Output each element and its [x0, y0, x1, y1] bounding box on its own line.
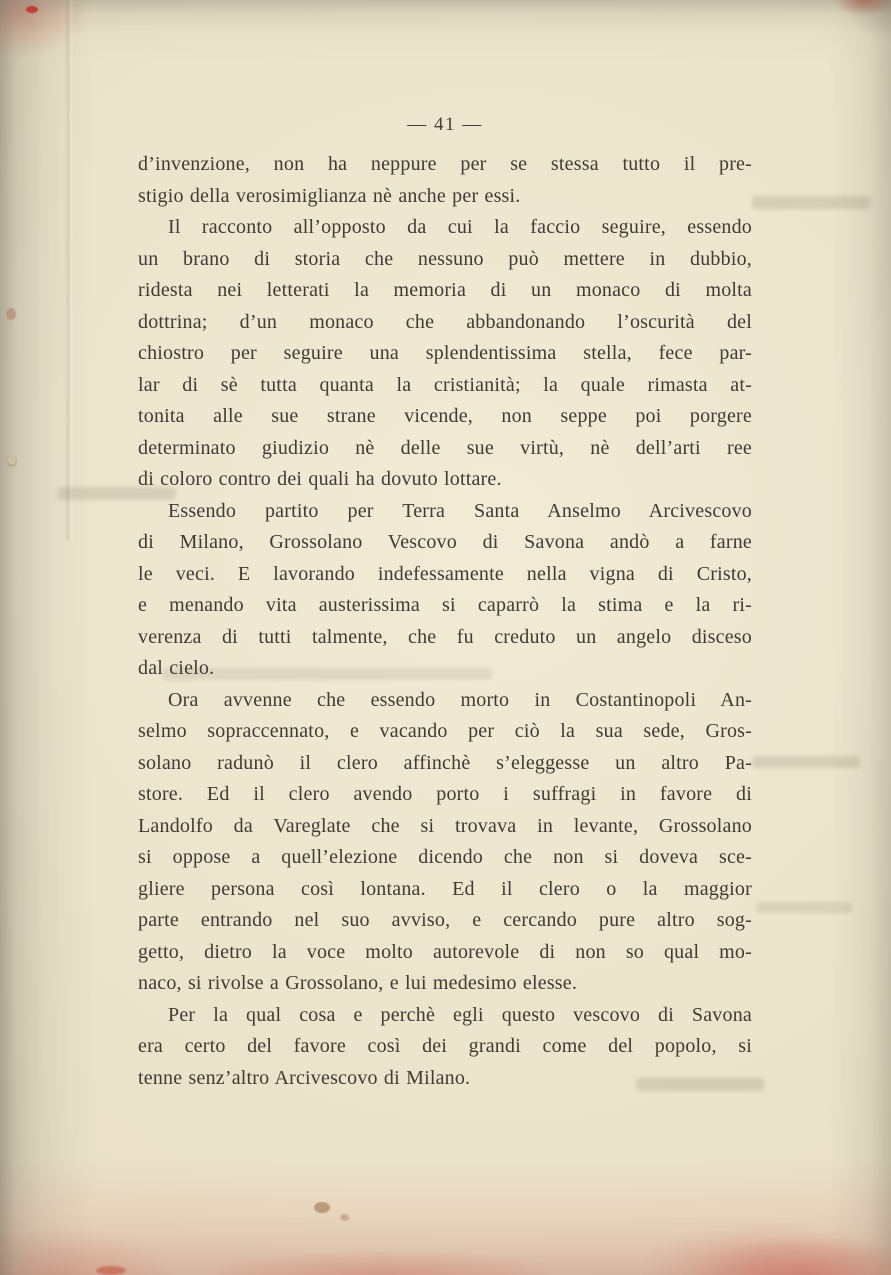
text-line: Essendo partito per Terra Santa Anselmo Arcivescovo — [168, 499, 752, 522]
text-line: stigio della verosimiglianza nè anche per essi. — [138, 184, 521, 207]
text-line: getto, dietro la voce molto autorevole di non so qual mo- — [138, 940, 752, 963]
text-line: dottrina; d’un monaco che abbandonando l’oscurità del — [138, 310, 752, 333]
text-line: tonita alle sue strane vicende, non seppe poi porgere — [138, 405, 752, 427]
text-line: Landolfo da Vareglate che si trovava in levante, Grossolano — [138, 814, 752, 837]
stain — [314, 1202, 330, 1213]
paragraph — [138, 149, 752, 212]
text-line: store. Ed il clero avendo porto i suffragi in favore di — [138, 783, 752, 805]
show-through-smudge — [752, 196, 870, 209]
text-line: le veci. E lavorando indefessamente nella vigna di Cristo, — [138, 562, 752, 585]
text-line: solano radunò il clero affinchè s’eleggesse un altro Pa- — [138, 751, 752, 774]
paragraph — [138, 212, 752, 496]
text-line: ridesta nei letterati la memoria di un monaco di molta — [138, 279, 752, 301]
paper-crease — [64, 0, 74, 540]
text-line: gliere persona così lontana. Ed il clero o la maggior — [138, 877, 752, 900]
show-through-smudge — [752, 756, 860, 768]
stain — [96, 1266, 126, 1275]
stain — [340, 1214, 349, 1221]
paragraph — [138, 1000, 752, 1095]
text-line: di coloro contro dei quali ha dovuto lottare. — [138, 468, 502, 490]
page-number: — 41 — — [407, 114, 483, 135]
text-line: verenza di tutti talmente, che fu creduto un angelo disceso — [138, 625, 752, 648]
stain — [220, 1252, 550, 1275]
text-line: lar di sè tutta quanta la cristianità; la quale rimasta at- — [138, 373, 752, 396]
text-line: Per la qual cosa e perchè egli questo vescovo di Savona — [168, 1003, 752, 1026]
stain — [26, 6, 38, 13]
text-line: Il racconto all’opposto da cui la faccio seguire, essendo — [168, 216, 752, 238]
paragraph — [138, 685, 752, 1000]
text-line: e menando vita austerissima si caparrò la stima e la ri- — [138, 594, 752, 616]
stain — [8, 456, 16, 465]
text-line: tenne senz’altro Arcivescovo di Milano. — [138, 1066, 471, 1089]
paragraph — [138, 496, 752, 685]
text-line: di Milano, Grossolano Vescovo di Savona andò a farne — [138, 531, 752, 553]
text-line: parte entrando nel suo avviso, e cercando pure altro sog- — [138, 909, 752, 931]
text-line: si oppose a quell’elezione dicendo che non si doveva sce- — [138, 846, 752, 868]
show-through-smudge — [756, 902, 852, 913]
text-line: determinato giudizio nè delle sue virtù, nè dell’arti ree — [138, 436, 752, 459]
text-line: Ora avvenne che essendo morto in Costantinopoli An- — [168, 688, 752, 711]
text-block — [138, 149, 752, 1094]
text-line: un brano di storia che nessuno può mettere in dubbio, — [138, 247, 752, 270]
text-line: selmo sopraccennato, e vacando per ciò la sua sede, Gros- — [138, 720, 752, 742]
text-line: naco, si rivolse a Grossolano, e lui medesimo elesse. — [138, 972, 578, 994]
text-line: chiostro per seguire una splendentissima stella, fece par- — [138, 342, 752, 364]
text-line: d’invenzione, non ha neppure per se stessa tutto il pre- — [138, 153, 752, 175]
stain — [688, 1238, 891, 1275]
stain — [6, 308, 16, 320]
text-line: dal cielo. — [138, 657, 215, 679]
text-line: era certo del favore così dei grandi come del popolo, si — [138, 1035, 752, 1057]
